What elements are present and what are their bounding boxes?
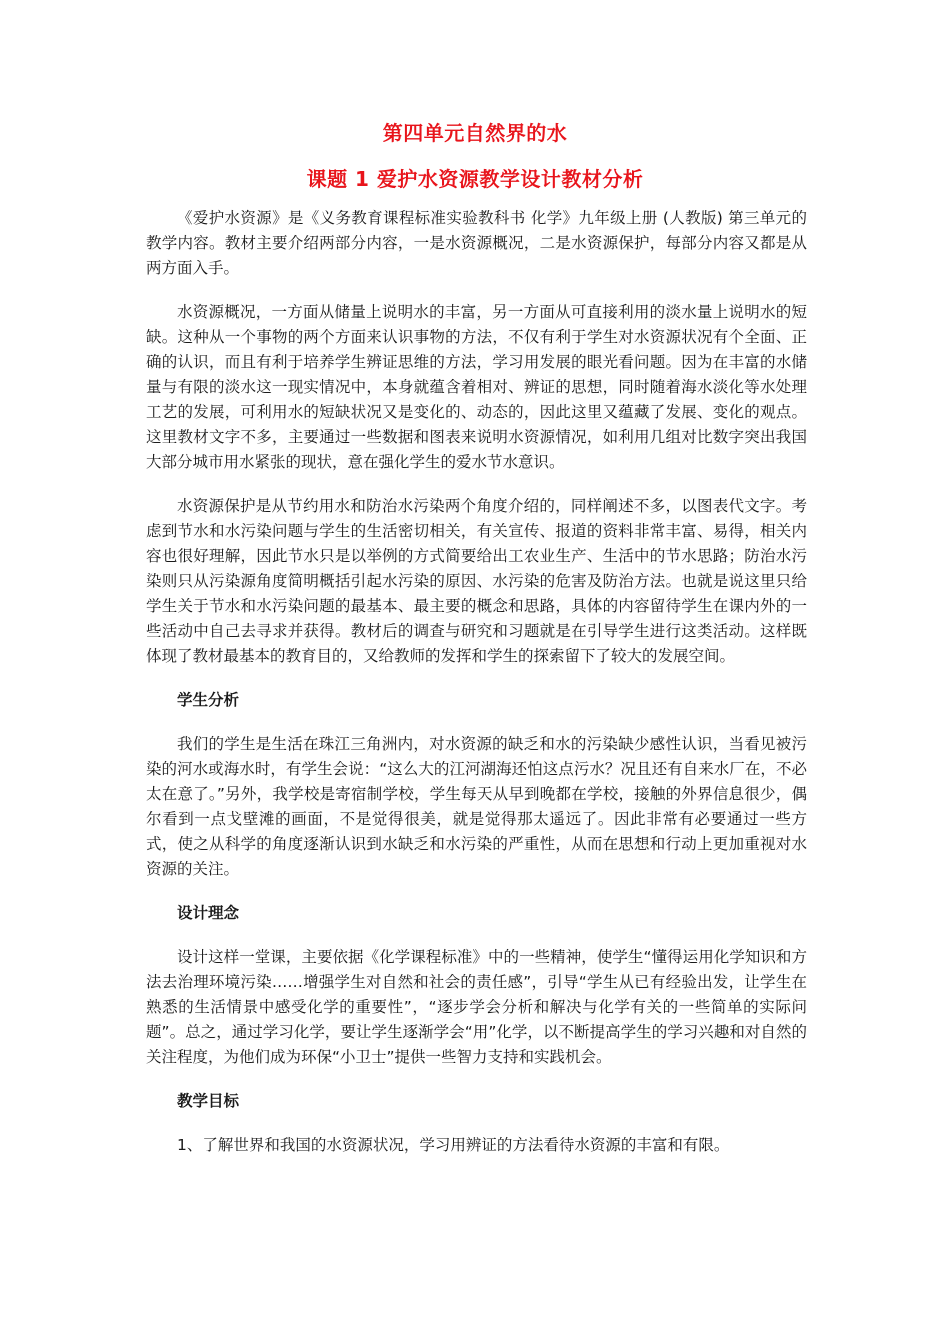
document-title: 第四单元自然界的水 [382,121,568,145]
paragraph-intro: 《爱护水资源》是《义务教育课程标准实验教科书 化学》九年级上册 (人教版) 第三单元的教学内容。教材主要介绍两部分内容，一是水资源概况，二是水资源保护，每部分内容又都是从两方面入手。 [146,209,807,277]
document-body [146,206,807,1158]
heading-student-analysis: 学生分析 [177,691,240,709]
teaching-goal-item: 1、了解世界和我国的水资源状况，学习用辨证的方法看待水资源的丰富和有限。 [177,1136,730,1154]
document-subtitle: 课题 1 爱护水资源教学设计教材分析 [306,167,644,191]
heading-design-concept: 设计理念 [177,904,240,922]
paragraph-design-concept: 设计这样一堂课，主要依据《化学课程标准》中的一些精神，使学生“懂得运用化学知识和方法去治理环境污染……增强学生对自然和社会的责任感”，引导“学生从已有经验出发，让学生在熟悉的生活情景中感受化学的重要性”，“逐步学会分析和解决与化学有关的一些简单的实际问题”。总之，通过学习化学，要让学生逐渐学会“用”化学，以不断提高学生的学习兴趣和对自然的关注程度，为他们成为环保“小卫士”提供一些智力支持和实践机会。 [146,948,807,1066]
paragraph-water-protection: 水资源保护是从节约用水和防治水污染两个角度介绍的，同样阐述不多，以图表代文字。考虑到节水和水污染问题与学生的生活密切相关，有关宣传、报道的资料非常丰富、易得，相关内容也很好理解，因此节水只是以举例的方式简要给出工农业生产、生活中的节水思路；防治水污染则只从污染源角度简明概括引起水污染的原因、水污染的危害及防治方法。也就是说这里只给学生关于节水和水污染问题的最基本、最主要的概念和思路，具体的内容留待学生在课内外的一些活动中自己去寻求并获得。教材后的调查与研究和习题就是在引导学生进行这类活动。这样既体现了教材最基本的教育目的，又给教师的发挥和学生的探索留下了较大的发展空间。 [146,497,807,665]
paragraph-water-overview: 水资源概况，一方面从储量上说明水的丰富，另一方面从可直接利用的淡水量上说明水的短缺。这种从一个事物的两个方面来认识事物的方法，不仅有利于学生对水资源状况有个全面、正确的认识，而且有利于培养学生辨证思维的方法，学习用发展的眼光看问题。因为在丰富的水储量与有限的淡水这一现实情况中，本身就蕴含着相对、辨证的思想，同时随着海水淡化等水处理工艺的发展，可利用水的短缺状况又是变化的、动态的，因此这里又蕴藏了发展、变化的观点。这里教材文字不多，主要通过一些数据和图表来说明水资源情况，如利用几组对比数字突出我国大部分城市用水紧张的现状，意在强化学生的爱水节水意识。 [146,303,807,471]
heading-teaching-goals: 教学目标 [177,1092,240,1110]
paragraph-student-analysis: 我们的学生是生活在珠江三角洲内，对水资源的缺乏和水的污染缺少感性认识，当看见被污染的河水或海水时，有学生会说：“这么大的江河湖海还怕这点污水？况且还有自来水厂在，不必太在意了。”另外，我学校是寄宿制学校，学生每天从早到晚都在学校，接触的外界信息很少，偶尔看到一点戈壁滩的画面，不是觉得很美，就是觉得那太遥远了。因此非常有必要通过一些方式，使之从科学的角度逐渐认识到水缺乏和水污染的严重性，从而在思想和行动上更加重视对水资源的关注。 [146,735,807,878]
